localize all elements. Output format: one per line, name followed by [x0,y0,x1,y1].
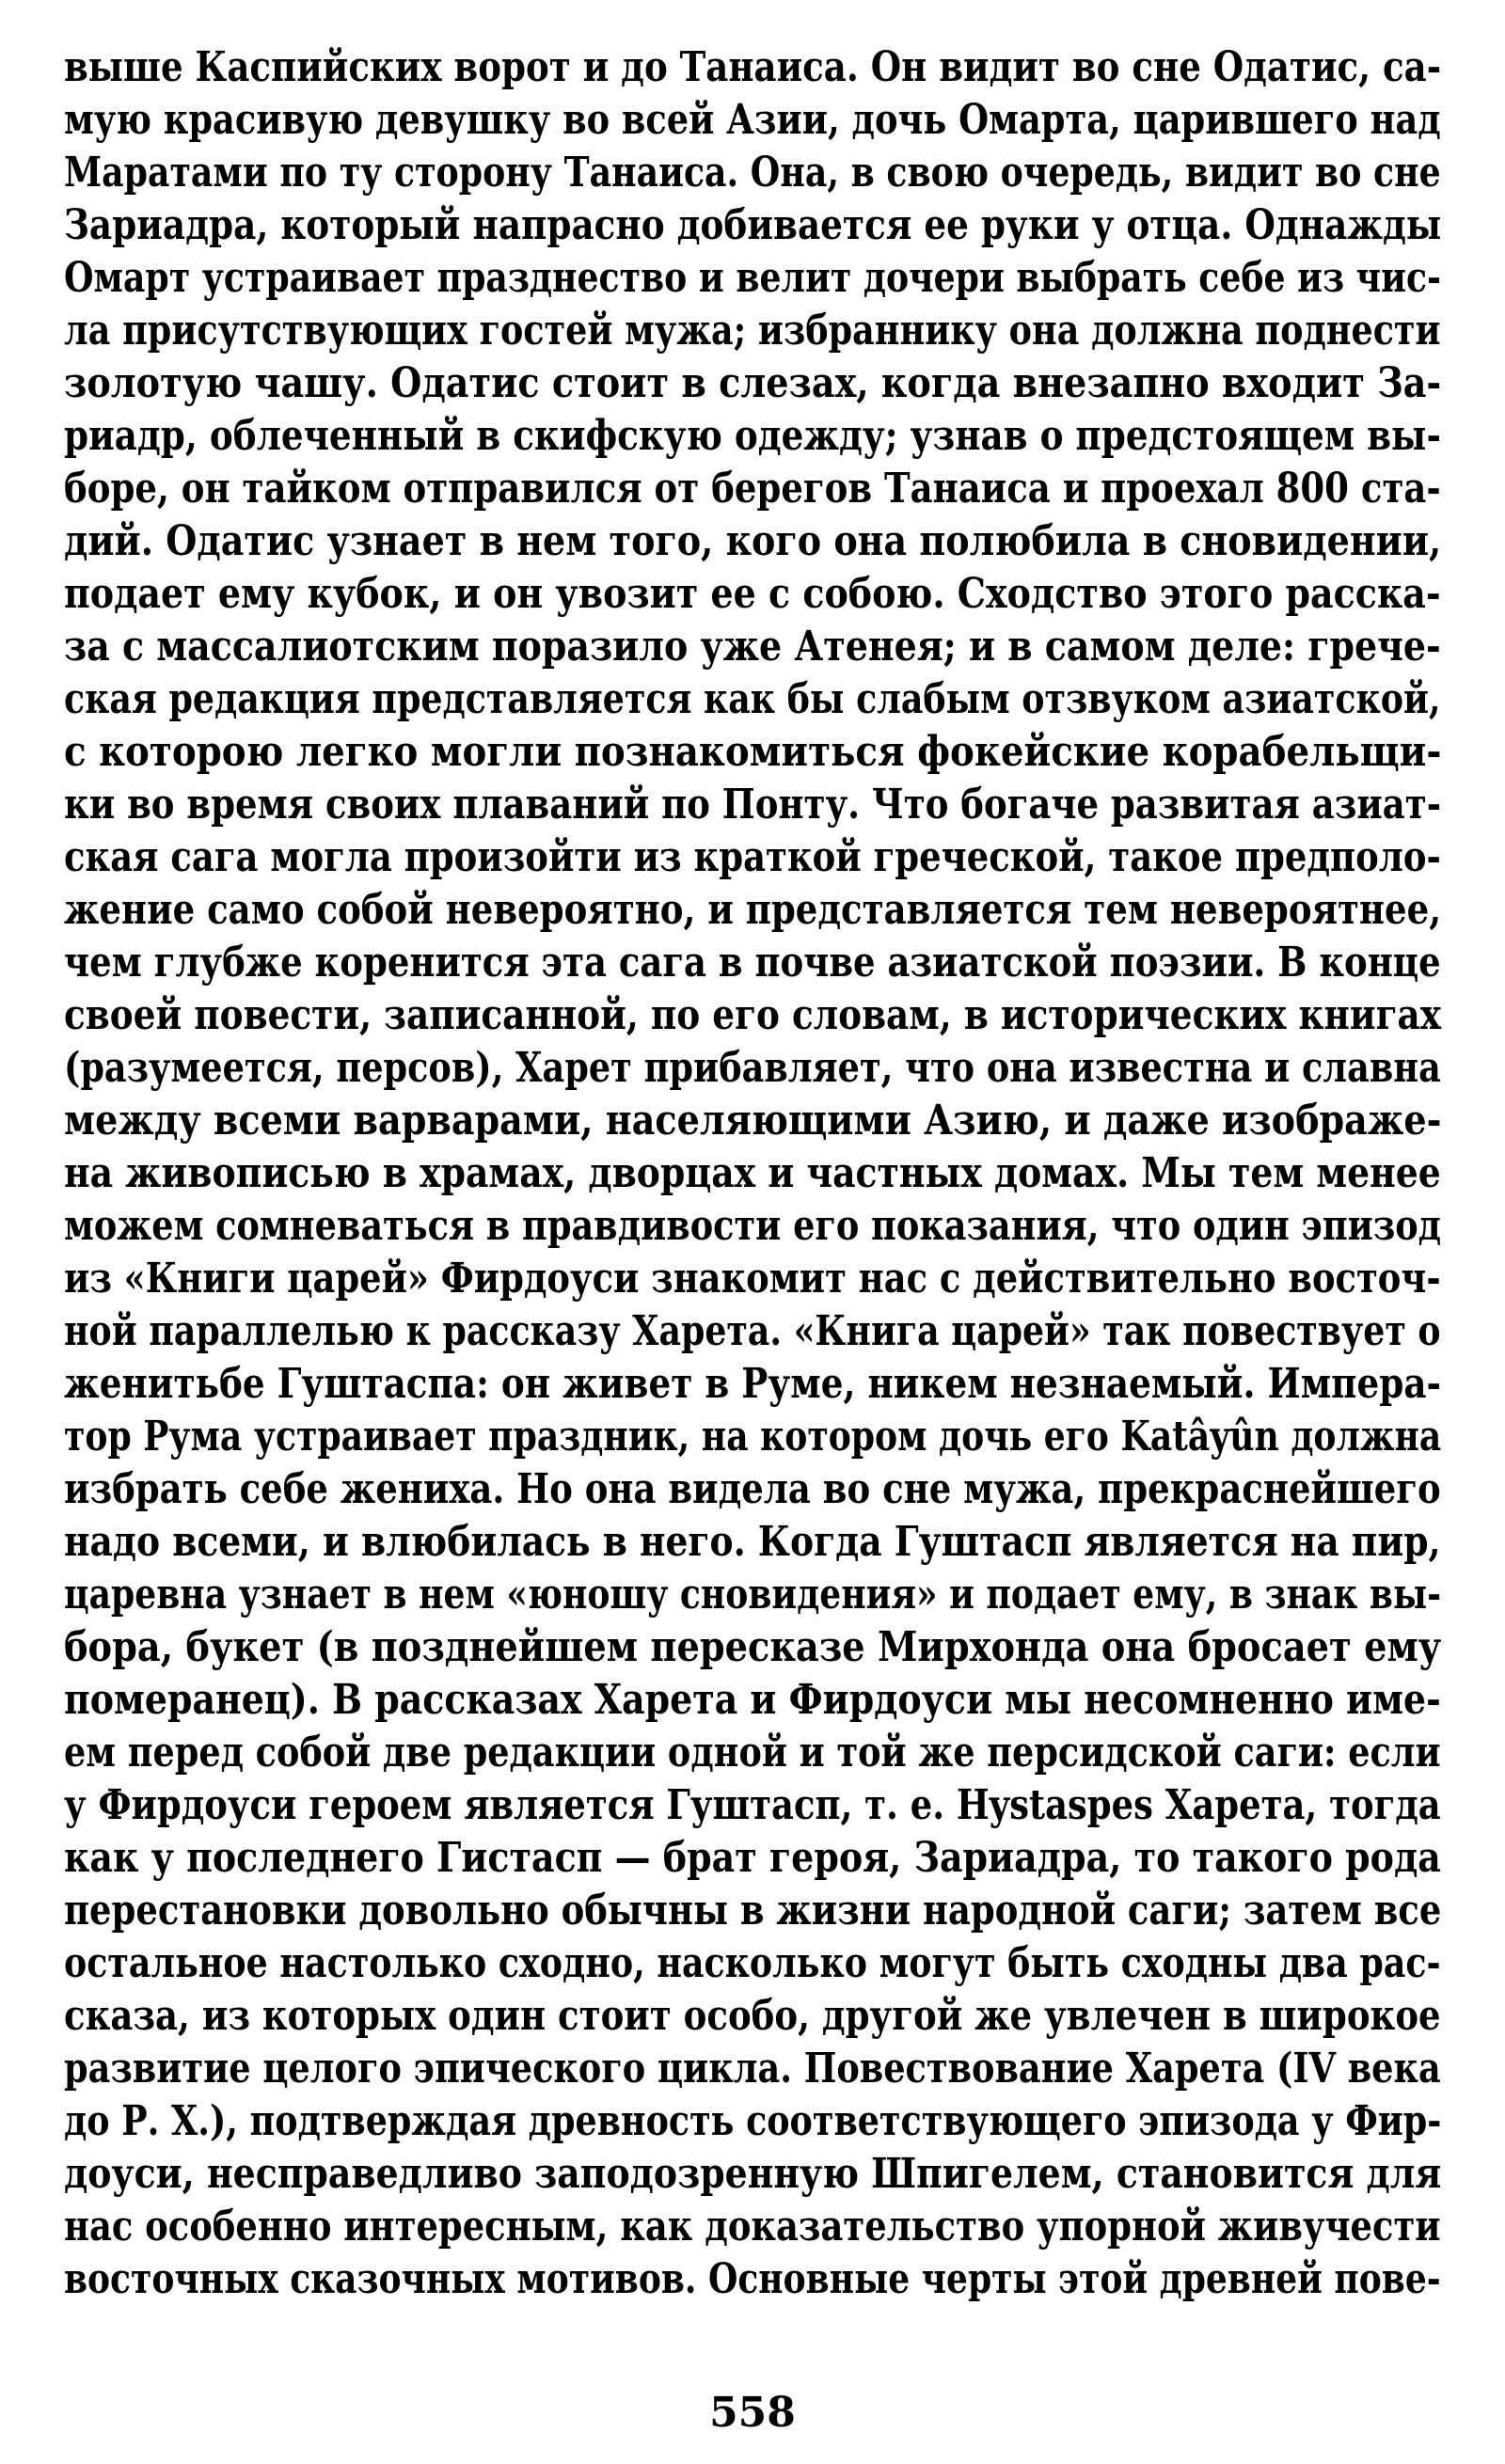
text-line: нас особенно интересным, как доказательство упорной живучести [64,2203,1441,2251]
text-line: тор Рума устраивает праздник, на котором дочь его Katâyûn должна [64,1413,1442,1461]
text-line: сказа, из которых один стоит особо, другой же увлечен в широкое [64,1992,1441,2040]
text-line: боре, он тайком отправился от берегов Танаиса и проехал 800 ста- [64,465,1441,513]
text-line: остальное настолько сходно, насколько могут быть сходны два рас- [64,1939,1441,1987]
text-line: как у последнего Гистасп — брат героя, Зариадра, то такого рода [64,1834,1441,1882]
text-line: избрать себе жениха. Но она видела во сне мужа, прекраснейшего [64,1465,1441,1513]
text-line: Омарт устраивает празднество и велит дочери выбрать себе из чис- [64,254,1442,302]
text-line: надо всеми, и влюбилась в него. Когда Гуштасп является на пир, [64,1518,1441,1566]
text-line: восточных сказочных мотивов. Основные черты этой древней пове- [64,2255,1441,2303]
text-line: ки во время своих плаваний по Понту. Что богаче развитая азиат- [64,781,1442,829]
text-line: за с массалиотским поразило уже Атенея; и в самом деле: грече- [64,623,1441,671]
text-line: ем перед собой две редакции одной и той же персидской саги: если [64,1729,1441,1777]
text-line: своей повести, записанной, по его словам, в исторических книгах [64,991,1442,1039]
text-line: с которою легко могли познакомиться фокейские корабельщи- [64,728,1442,776]
text-line: можем сомневаться в правдивости его показания, что один эпизод [64,1202,1442,1250]
text-line: чем глубже коренится эта сага в почве азиатской поэзии. В конце [64,939,1441,987]
text-line: из «Книги царей» Фирдоуси знакомит нас с действительно восточ- [64,1255,1441,1303]
text-line: женитьбе Гуштаспа: он живет в Руме, никем незнаемый. Импера- [64,1360,1442,1408]
text-line: выше Каспийских ворот и до Танаиса. Он видит во сне Одатис, са- [64,43,1442,91]
text-line: жение само собой невероятно, и представляется тем невероятнее, [64,886,1442,934]
text-line: померанец). В рассказах Харета и Фирдоуси мы несомненно име- [64,1676,1441,1724]
text-line: ская редакция представляется как бы слабым отзвуком азиатской, [64,675,1441,723]
text-line: ной параллелью к рассказу Харета. «Книга царей» так повествует о [64,1307,1441,1355]
text-line: перестановки довольно обычны в жизни народной саги; затем все [64,1887,1442,1935]
text-line: до Р. Х.), подтверждая древность соответствующего эпизода у Фир- [64,2097,1442,2145]
text-line: Зариадра, который напрасно добивается ее руки у отца. Однажды [64,201,1442,249]
text-line: дий. Одатис узнает в нем того, кого она полюбила в сновидении, [64,517,1442,565]
text-line: царевна узнает в нем «юношу сновидения» и подает ему, в знак вы- [64,1571,1442,1619]
text-line: развитие целого эпического цикла. Повествование Харета (IV века [64,2045,1441,2093]
text-line: между всеми варварами, населяющими Азию, и даже изображе- [64,1097,1442,1145]
text-line: подает ему кубок, и он увозит ее с собою. Сходство этого расска- [64,570,1441,618]
document-page [64,41,1441,2411]
text-line: (разумеется, персов), Харет прибавляет, что она известна и славна [64,1044,1441,1092]
text-line: ла присутствующих гостей мужа; избраннику она должна поднести [64,307,1441,355]
text-line: бора, букет (в позднейшем пересказе Мирхонда она бросает ему [64,1623,1442,1671]
text-line: у Фирдоуси героем является Гуштасп, т. е. Hystaspes Харета, тогда [64,1781,1441,1829]
text-line: ская сага могла произойти из краткой греческой, такое предполо- [64,833,1441,881]
text-line: золотую чашу. Одатис стоит в слезах, когда внезапно входит За- [64,359,1442,407]
text-line: мую красивую девушку во всей Азии, дочь Омарта, царившего над [64,96,1441,144]
body-text [64,41,1441,2306]
text-line: доуси, несправедливо заподозренную Шпигелем, становится для [64,2150,1442,2198]
text-line: Маратами по ту сторону Танаиса. Она, в свою очередь, видит во сне [64,149,1441,197]
page-number: 558 [709,2389,796,2437]
text-line: на живописью в храмах, дворцах и частных домах. Мы тем менее [64,1149,1441,1197]
text-line: риадр, облеченный в скифскую одежду; узнав о предстоящем вы- [64,412,1441,460]
